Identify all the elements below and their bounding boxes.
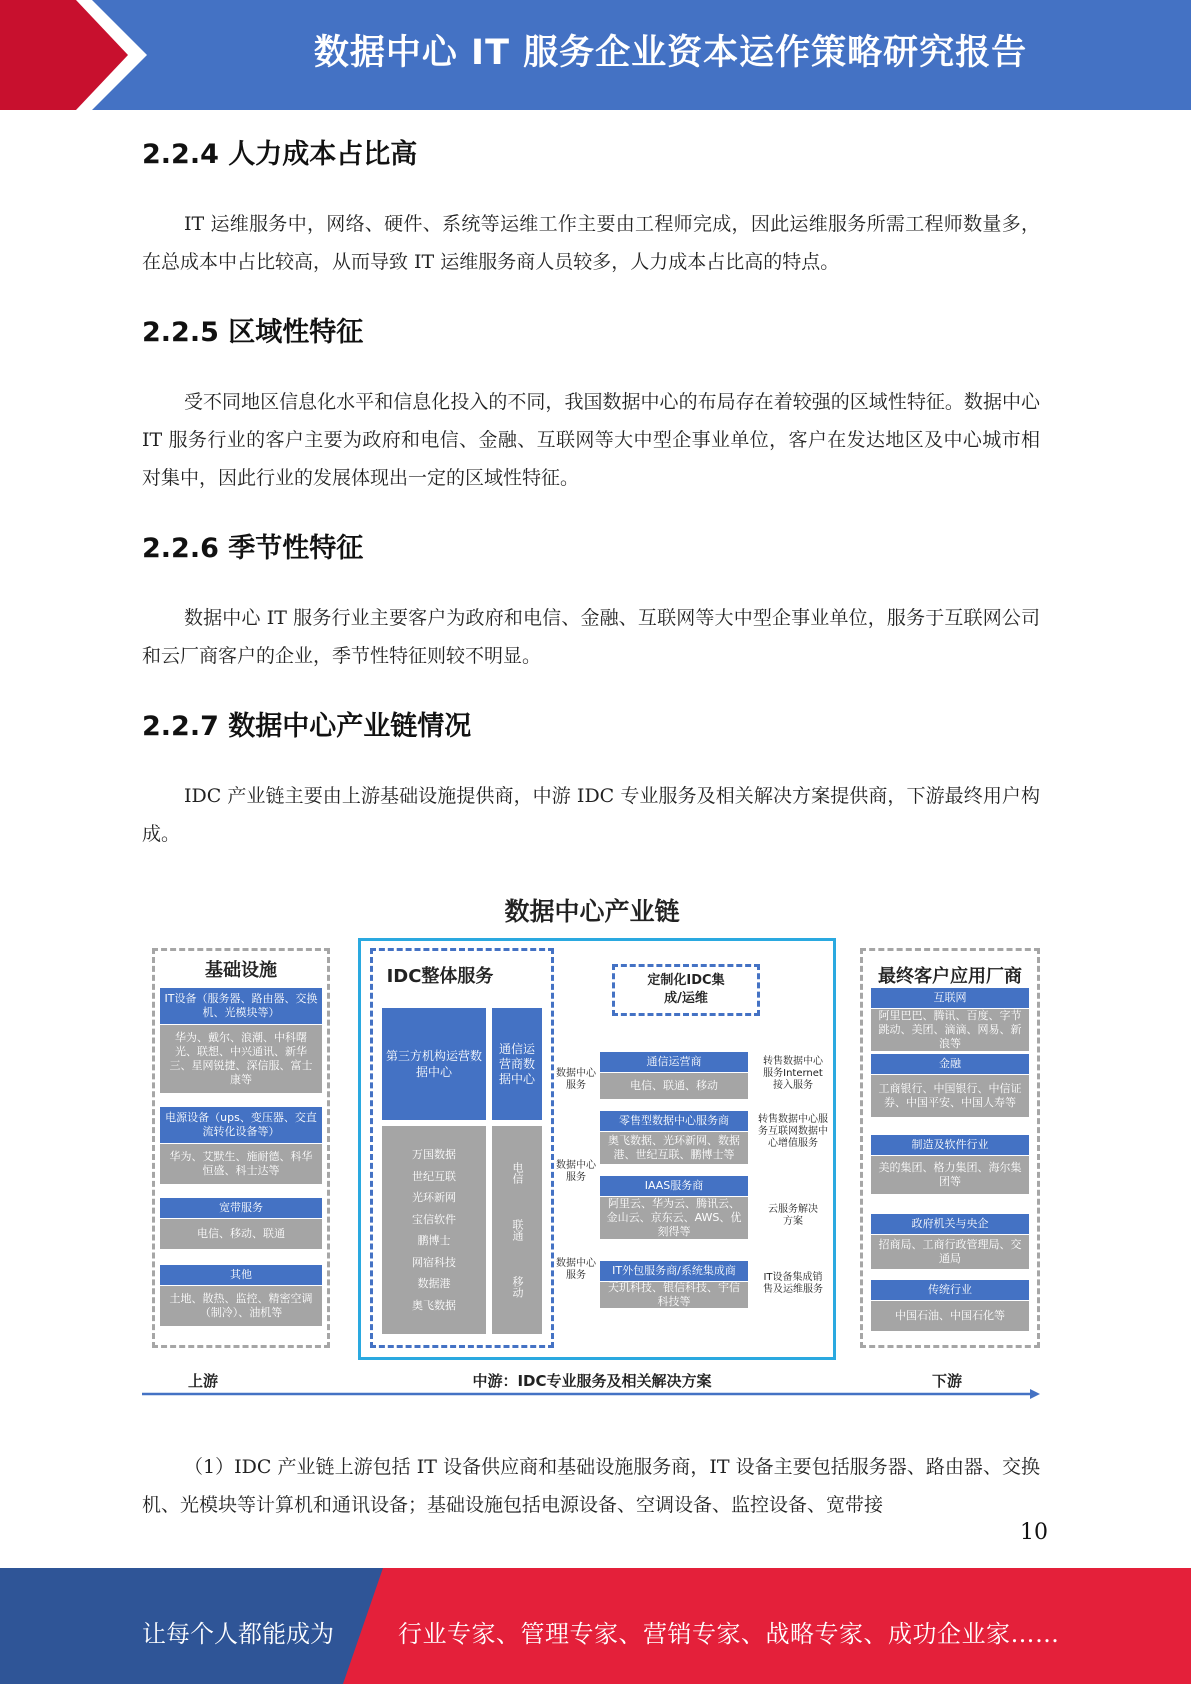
- axis-upstream-label: 上游: [188, 1372, 219, 1390]
- section-heading-2-2-7: 2.2.7 数据中心产业链情况: [142, 711, 472, 742]
- downstream-traditional-body: 中国石油、中国石化等: [871, 1301, 1029, 1331]
- downstream-internet-body: 阿里巴巴、腾讯、百度、字节跳动、美团、滴滴、网易、新浪等: [871, 1009, 1029, 1051]
- telecom-idc-item: 联通: [511, 1218, 524, 1241]
- axis-downstream-label: 下游: [932, 1372, 963, 1390]
- industry-chain-figure: [142, 880, 1042, 1400]
- upstream-it-equipment-head: IT设备（服务器、路由器、交换机、光模块等）: [160, 988, 322, 1024]
- report-title: 数据中心 IT 服务企业资本运作策略研究报告: [313, 33, 1028, 73]
- third-party-idc-item: 网宿科技: [412, 1255, 456, 1269]
- third-party-idc-item: 奥飞数据: [412, 1298, 456, 1312]
- upstream-title: 基础设施: [205, 960, 277, 981]
- side-label-2: 数据中心服务: [556, 1160, 596, 1183]
- chain-flow-arrow: [142, 1388, 1042, 1400]
- third-party-idc-item: 鹏博士: [417, 1234, 451, 1247]
- page-number: 10: [1020, 1520, 1048, 1545]
- third-party-idc-list: [382, 1126, 486, 1334]
- downstream-traditional-head: 传统行业: [871, 1280, 1029, 1300]
- footer-slogan-right: 行业专家、管理专家、营销专家、战略专家、成功企业家……: [398, 1620, 1060, 1648]
- provider-outsourcing-note: IT设备集成销售及运维服务: [763, 1272, 823, 1295]
- section-paragraph-2-2-4: IT 运维服务中，网络、硬件、系统等运维工作主要由工程师完成，因此运维服务所需工程师数量多，在总成本中占比较高，从而导致 IT 运维服务商人员较多，人力成本占比高的特点。: [142, 213, 1040, 273]
- provider-iaas-note: 云服务解决方案: [768, 1204, 818, 1227]
- provider-telecom-head: 通信运营商: [600, 1052, 748, 1072]
- figure-title: 数据中心产业链: [504, 897, 680, 926]
- downstream-manufacturing-head: 制造及软件行业: [871, 1135, 1029, 1155]
- section-heading-2-2-4: 2.2.4 人力成本占比高: [142, 139, 418, 170]
- upstream-other-head: 其他: [160, 1265, 322, 1285]
- upstream-power-head: 电源设备（ups、变压器、交直流转化设备等）: [160, 1107, 322, 1143]
- provider-retail-note: 转售数据中心服务互联网数据中心增值服务: [758, 1114, 828, 1149]
- provider-telecom-body: 电信、联通、移动: [600, 1073, 748, 1099]
- side-label-3: 数据中心服务: [556, 1258, 596, 1281]
- section-paragraph-2-2-6: 数据中心 IT 服务行业主要客户为政府和电信、金融、互联网等大中型企事业单位，服务于互联网公司和云厂商客户的企业，季节性特征则较不明显。: [142, 607, 1040, 667]
- provider-retail-body: 奥飞数据、光环新网、数据港、世纪互联、鹏博士等: [600, 1132, 748, 1164]
- upstream-power-body: 华为、艾默生、施耐德、科华恒盛、科士达等: [160, 1144, 322, 1184]
- section-paragraph-2-2-7: IDC 产业链主要由上游基础设施提供商，中游 IDC 专业服务及相关解决方案提供商，下游最终用户构成。: [142, 785, 1040, 845]
- downstream-government-head: 政府机关与央企: [871, 1214, 1029, 1234]
- telecom-idc-head: 通信运营商数据中心: [492, 1008, 542, 1120]
- provider-retail-head: 零售型数据中心服务商: [600, 1111, 748, 1131]
- paragraph-after-figure: （1）IDC 产业链上游包括 IT 设备供应商和基础设施服务商，IT 设备主要包括服务器、路由器、交换机、光模块等计算机和通讯设备；基础设施包括电源设备、空调设备、监控设备、宽带接: [142, 1456, 1040, 1516]
- downstream-title: 最终客户应用厂商: [878, 966, 1022, 987]
- telecom-idc-list: [492, 1126, 542, 1334]
- section-heading-2-2-5: 2.2.5 区域性特征: [142, 317, 364, 348]
- upstream-it-equipment-body: 华为、戴尔、浪潮、中科曙光、联想、中兴通讯、新华三、星网锐捷、深信服、富士康等: [160, 1025, 322, 1093]
- provider-outsourcing-head: IT外包服务商/系统集成商: [600, 1261, 748, 1281]
- section-paragraph-2-2-5: 受不同地区信息化水平和信息化投入的不同，我国数据中心的布局存在着较强的区域性特征。数据中心 IT 服务行业的客户主要为政府和电信、金融、互联网等大中型企事业单位，客户在发达地区及中心城市相对集中，因此行业的发展体现出一定的区域性特征。: [142, 391, 1040, 489]
- footer-slogan-left: 让每个人都能成为: [142, 1620, 334, 1648]
- third-party-idc-item: 光环新网: [412, 1191, 456, 1204]
- third-party-idc-item: 宝信软件: [412, 1212, 456, 1226]
- third-party-idc-head: 第三方机构运营数据中心: [382, 1008, 486, 1120]
- custom-idc-title: 定制化IDC集成/运维: [647, 973, 725, 1006]
- idc-service-title: IDC整体服务: [386, 966, 494, 987]
- downstream-finance-body: 工商银行、中国银行、中信证券、中国平安、中国人寿等: [871, 1075, 1029, 1117]
- provider-iaas-head: IAAS服务商: [600, 1176, 748, 1196]
- third-party-idc-item: 数据港: [417, 1277, 451, 1290]
- downstream-finance-head: 金融: [871, 1054, 1029, 1074]
- section-heading-2-2-6: 2.2.6 季节性特征: [142, 533, 364, 564]
- upstream-broadband-body: 电信、移动、联通: [160, 1219, 322, 1249]
- third-party-idc-item: 世纪互联: [412, 1169, 456, 1183]
- provider-telecom-note: 转售数据中心服务Internet接入服务: [763, 1056, 823, 1091]
- side-label-1: 数据中心服务: [556, 1068, 596, 1091]
- provider-outsourcing-body: 天玑科技、银信科技、宇信科技等: [600, 1282, 748, 1308]
- telecom-idc-item: 电信: [511, 1161, 524, 1184]
- third-party-idc-item: 万国数据: [412, 1148, 456, 1161]
- upstream-broadband-head: 宽带服务: [160, 1198, 322, 1218]
- provider-iaas-body: 阿里云、华为云、腾讯云、金山云、京东云、AWS、优刻得等: [600, 1197, 748, 1239]
- header-red-chevron: [0, 0, 150, 110]
- telecom-idc-item: 移动: [511, 1276, 524, 1299]
- axis-midstream-label: 中游：IDC专业服务及相关解决方案: [472, 1372, 712, 1390]
- downstream-internet-head: 互联网: [871, 988, 1029, 1008]
- downstream-manufacturing-body: 美的集团、格力集团、海尔集团等: [871, 1156, 1029, 1194]
- upstream-other-body: 土地、散热、监控、精密空调（制冷）、油机等: [160, 1286, 322, 1326]
- downstream-government-body: 招商局、工商行政管理局、交通局: [871, 1235, 1029, 1269]
